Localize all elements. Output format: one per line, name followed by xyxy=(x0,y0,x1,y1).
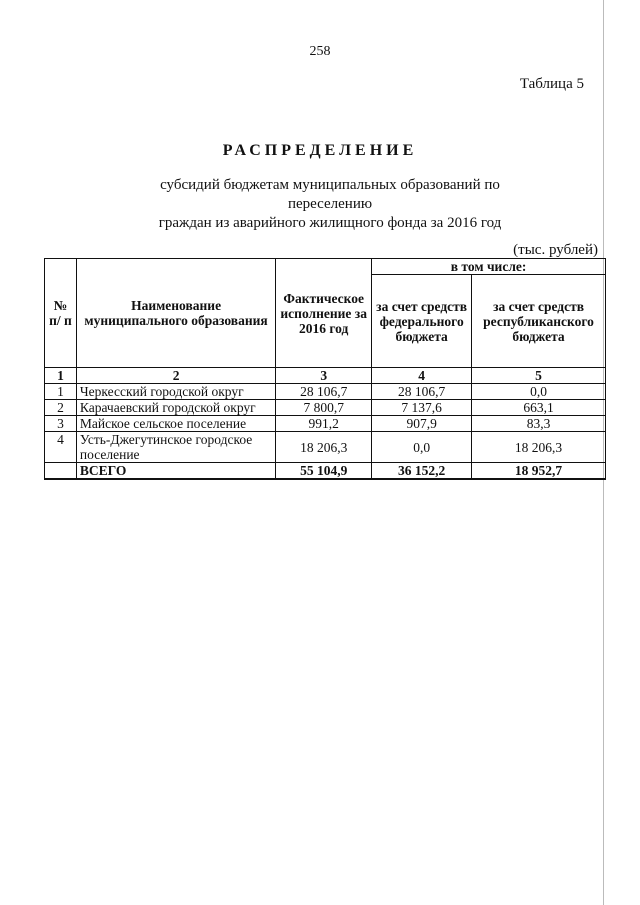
header-republic: за счет средств республиканского бюджета xyxy=(472,275,606,368)
header-name: Наименование муниципального образования xyxy=(76,259,275,368)
column-index: 5 xyxy=(472,368,606,384)
row-num: 1 xyxy=(45,384,77,400)
table-label: Таблица 5 xyxy=(519,76,584,92)
subtitle-line-2: граждан из аварийного жилищного фонда за 2016 год xyxy=(158,215,502,231)
table-row xyxy=(45,400,606,416)
row-federal: 7 137,6 xyxy=(372,400,472,416)
header-federal: за счет средств федерального бюджета xyxy=(372,275,472,368)
row-republic: 0,0 xyxy=(472,384,606,400)
subsidy-distribution-table xyxy=(44,258,606,480)
column-index: 3 xyxy=(276,368,372,384)
total-actual: 55 104,9 xyxy=(276,463,372,480)
row-num: 3 xyxy=(45,416,77,432)
total-label: ВСЕГО xyxy=(76,463,275,480)
units-label: (тыс. рублей) xyxy=(513,242,598,258)
row-name: Карачаевский городской округ xyxy=(76,400,275,416)
row-actual: 991,2 xyxy=(276,416,372,432)
row-federal: 28 106,7 xyxy=(372,384,472,400)
row-republic: 663,1 xyxy=(472,400,606,416)
header-actual: Фактическое исполнение за 2016 год xyxy=(276,259,372,368)
row-federal: 907,9 xyxy=(372,416,472,432)
row-name: Черкесский городской округ xyxy=(76,384,275,400)
total-federal: 36 152,2 xyxy=(372,463,472,480)
total-row xyxy=(45,463,606,480)
row-federal: 0,0 xyxy=(372,432,472,463)
total-empty-cell xyxy=(45,463,77,480)
document-title: РАСПРЕДЕЛЕНИЕ xyxy=(222,142,418,159)
header-including: в том числе: xyxy=(372,259,606,275)
header-row-1 xyxy=(45,259,606,275)
table-row xyxy=(45,416,606,432)
row-republic: 83,3 xyxy=(472,416,606,432)
table-row xyxy=(45,384,606,400)
column-index: 4 xyxy=(372,368,472,384)
row-num: 4 xyxy=(45,432,77,463)
table-row xyxy=(45,432,606,463)
row-actual: 18 206,3 xyxy=(276,432,372,463)
row-actual: 28 106,7 xyxy=(276,384,372,400)
row-name: Майское сельское поселение xyxy=(76,416,275,432)
header-num: № п/ п xyxy=(45,259,77,368)
page-number: 258 xyxy=(309,44,331,59)
column-index-row xyxy=(45,368,606,384)
row-republic: 18 206,3 xyxy=(472,432,606,463)
subtitle-line-1: субсидий бюджетам муниципальных образований по переселению xyxy=(160,177,500,212)
column-index: 2 xyxy=(76,368,275,384)
total-republic: 18 952,7 xyxy=(472,463,606,480)
row-actual: 7 800,7 xyxy=(276,400,372,416)
row-num: 2 xyxy=(45,400,77,416)
document-subtitle xyxy=(120,176,540,233)
row-name: Усть-Джегутинское городское поселение xyxy=(76,432,275,463)
column-index: 1 xyxy=(45,368,77,384)
